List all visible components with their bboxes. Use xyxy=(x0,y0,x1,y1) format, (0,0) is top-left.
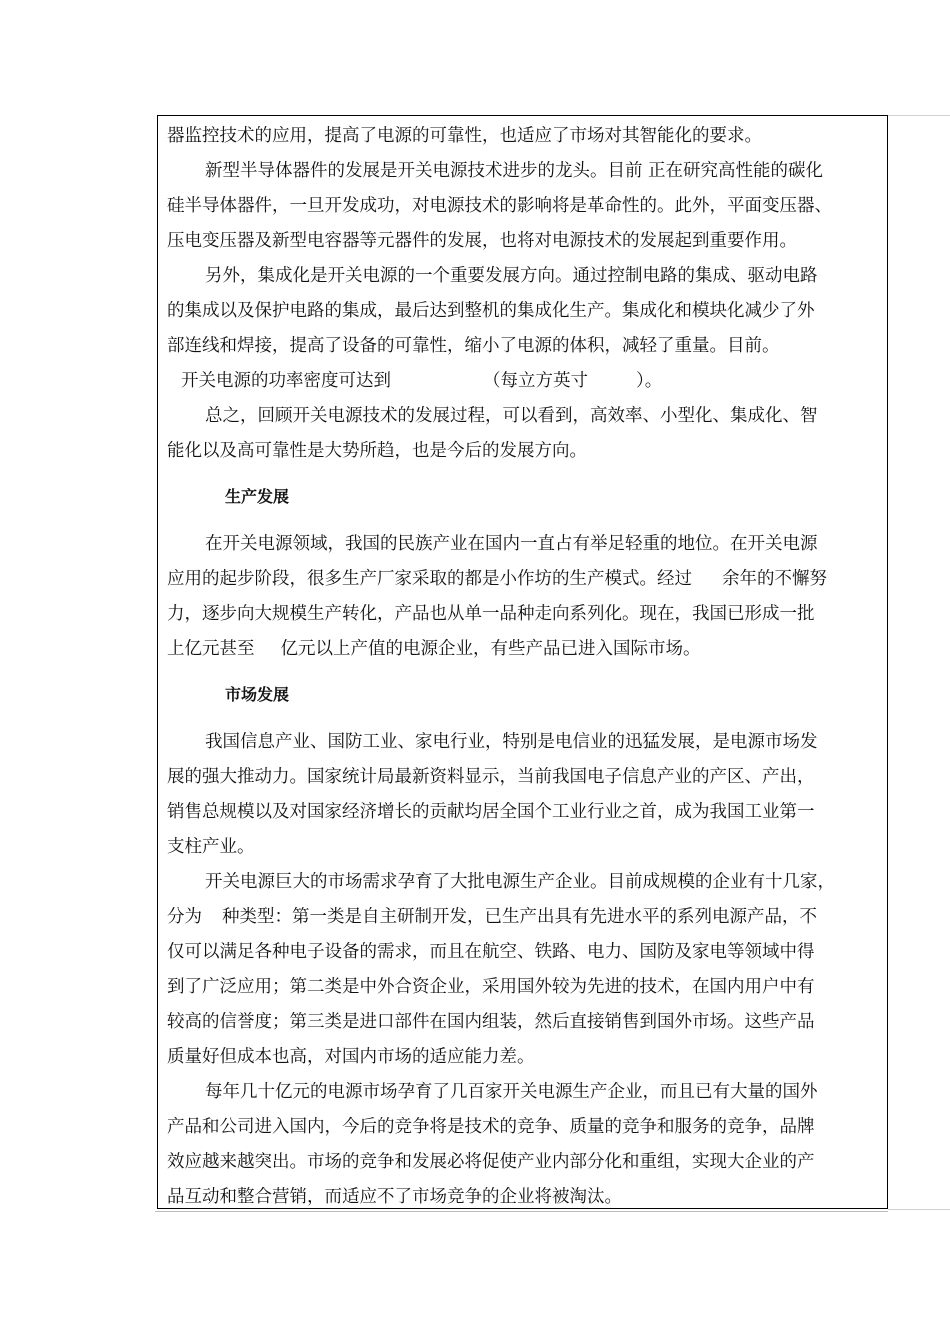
text-line: 每年几十亿元的电源市场孕育了几百家开关电源生产企业，而且已有大量的国外 xyxy=(205,1082,818,1102)
text-line: 能化以及高可靠性是大势所趋，也是今后的发展方向。 xyxy=(167,441,587,461)
text-line: 仅可以满足各种电子设备的需求，而且在航空、铁路、电力、国防及家电等领域中得 xyxy=(167,942,815,962)
paragraph xyxy=(167,1075,879,1215)
paragraph xyxy=(167,527,879,667)
text-line: 开关电源巨大的市场需求孕育了大批电源生产企业。目前成规模的企业有十几家， xyxy=(205,872,835,892)
text-line: 的集成以及保护电路的集成，最后达到整机的集成化生产。集成化和模块化减少了外 xyxy=(167,301,815,321)
text-line: 产品和公司进入国内，今后的竞争将是技术的竞争、质量的竞争和服务的竞争，品牌 xyxy=(167,1117,815,1137)
paragraph xyxy=(167,119,879,154)
table-edge-bottom-right xyxy=(888,1209,950,1210)
paragraph xyxy=(167,725,879,865)
text-line: 压电变压器及新型电容器等元器件的发展，也将对电源技术的发展起到重要作用。 xyxy=(167,231,797,251)
text-line: 新型半导体器件的发展是开关电源技术进步的龙头。目前 正在研究高性能的碳化 xyxy=(205,161,824,181)
text-fragment: 分为 xyxy=(167,907,202,927)
paragraph xyxy=(167,259,879,399)
paragraph xyxy=(167,865,879,1075)
text-line xyxy=(167,900,879,935)
text-fragment: （每立方英寸 xyxy=(483,371,588,391)
paragraph xyxy=(167,399,879,469)
text-line xyxy=(167,562,879,597)
text-line: 在开关电源领域，我国的民族产业在国内一直占有举足轻重的地位。在开关电源 xyxy=(205,534,818,554)
text-line: 总之，回顾开关电源技术的发展过程，可以看到，高效率、小型化、集成化、智 xyxy=(205,406,818,426)
text-line xyxy=(167,632,879,667)
text-line: 效应越来越突出。市场的竞争和发展必将促使产业内部分化和重组，实现大企业的产 xyxy=(167,1152,815,1172)
table-edge-top-right xyxy=(888,115,950,116)
text-line: 部连线和焊接，提高了设备的可靠性，缩小了电源的体积，减轻了重量。目前。 xyxy=(167,336,780,356)
text-fragment: 亿元以上产值的电源企业，有些产品已进入国际市场。 xyxy=(280,639,701,659)
text-line: 另外，集成化是开关电源的一个重要发展方向。通过控制电路的集成、驱动电路 xyxy=(205,266,818,286)
text-line: 支柱产业。 xyxy=(167,837,255,857)
text-line: 质量好但成本也高，对国内市场的适应能力差。 xyxy=(167,1047,535,1067)
text-line: 硅半导体器件，一旦开发成功，对电源技术的影响将是革命性的。此外，平面变压器、 xyxy=(167,196,832,216)
text-fragment: 开关电源的功率密度可达到 xyxy=(181,371,391,391)
text-line xyxy=(167,364,879,399)
text-fragment: 应用的起步阶段，很多生产厂家采取的都是小作坊的生产模式。经过 xyxy=(167,569,692,589)
text-line: 展的强大推动力。国家统计局最新资料显示，当前我国电子信息产业的产区、产出， xyxy=(167,767,815,787)
section-heading: 生产发展 xyxy=(225,487,290,506)
text-line: 品互动和整合营销，而适应不了市场竞争的企业将被淘汰。 xyxy=(167,1187,622,1207)
document-body xyxy=(167,119,879,1215)
text-line: 器监控技术的应用，提高了电源的可靠性，也适应了市场对其智能化的要求。 xyxy=(167,126,762,146)
section-heading: 市场发展 xyxy=(225,685,290,704)
text-line: 销售总规模以及对国家经济增长的贡献均居全国个工业行业之首，成为我国工业第一 xyxy=(167,802,815,822)
text-line: 我国信息产业、国防工业、家电行业，特别是电信业的迅猛发展，是电源市场发 xyxy=(205,732,818,752)
paragraph xyxy=(167,154,879,259)
text-line: 力，逐步向大规模生产转化，产品也从单一品种走向系列化。现在，我国已形成一批 xyxy=(167,604,815,624)
text-fragment: ）。 xyxy=(636,371,663,391)
text-line: 较高的信誉度；第三类是进口部件在国内组装，然后直接销售到国外市场。这些产品 xyxy=(167,1012,815,1032)
text-fragment: 种类型：第一类是自主研制开发，已生产出具有先进水平的系列电源产品，不 xyxy=(222,907,817,927)
text-fragment: 余年的不懈努 xyxy=(722,569,827,589)
text-fragment: 上亿元甚至 xyxy=(167,639,255,659)
text-line: 到了广泛应用；第二类是中外合资企业，采用国外较为先进的技术，在国内用户中有 xyxy=(167,977,815,997)
